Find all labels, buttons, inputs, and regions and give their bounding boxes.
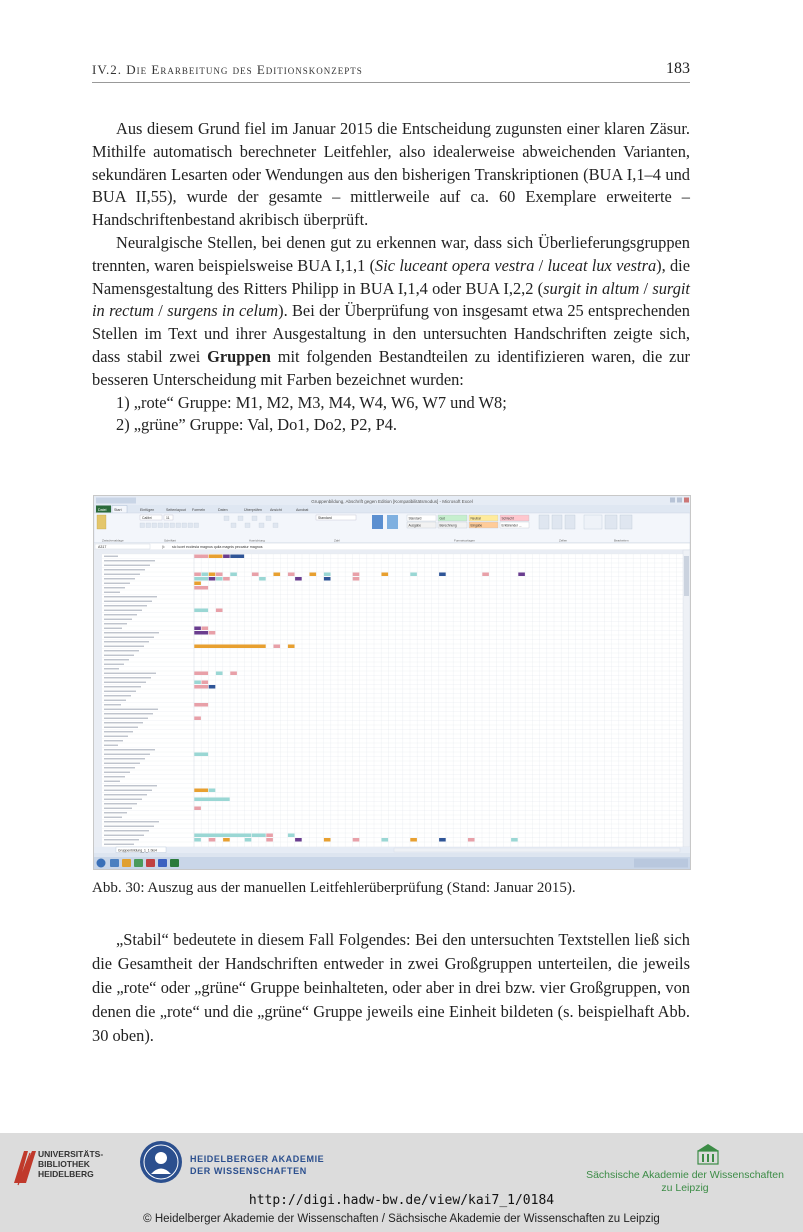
- row-label-stub: [104, 695, 131, 696]
- font-toolbar-icon: [170, 523, 175, 528]
- row-label-stub: [104, 632, 159, 633]
- cell-grid: [102, 554, 683, 847]
- row-label-stub: [104, 673, 156, 674]
- hadw-line-1: HEIDELBERGER AKADEMIE: [190, 1154, 325, 1164]
- find-select-icon: [620, 515, 632, 529]
- colored-cell: [288, 834, 295, 838]
- row-label-stub: [104, 592, 120, 593]
- p2-latin-4: surgit in rectum: [92, 278, 690, 321]
- row-label-stub: [104, 704, 121, 705]
- row-label-stub: [104, 817, 122, 818]
- colored-cell: [194, 807, 201, 811]
- colored-cell: [353, 577, 360, 581]
- row-label-stub: [104, 758, 145, 759]
- colored-cell: [353, 838, 360, 842]
- row-label-stub: [104, 812, 127, 813]
- figure-caption: Abb. 30: Auszug aus der manuellen Leitfehlerüberprüfung (Stand: Januar 2015).: [92, 880, 576, 896]
- colored-cell: [410, 838, 417, 842]
- alignment-icon: [224, 516, 229, 521]
- style-label-6: Eingabe: [470, 523, 483, 528]
- colored-cell: [382, 838, 389, 842]
- p2-text-d: mit folgenden Bestandteilen zu identifizieren waren, die zur besseren Unterscheidung mit Farben bezeichnet wurden:: [92, 346, 690, 389]
- row-label-stub: [104, 772, 130, 773]
- font-size-value: 11: [166, 515, 170, 520]
- row-header-column: [94, 554, 102, 847]
- colored-cell: [324, 838, 331, 842]
- p2-latin-2: luceat lux vestra: [547, 255, 657, 275]
- ribbon-group-6: Bearbeiten: [614, 538, 629, 543]
- taskbar-app-icon: [158, 859, 167, 867]
- alignment-icon: [266, 516, 271, 521]
- row-label-stub: [104, 808, 132, 809]
- p2-text-a: Neuralgische Stellen, bei denen gut zu erkennen war, dass sich Überlieferungsgruppen trennten, waren beispielsweise BUA I,1,1 (: [92, 232, 690, 275]
- colored-cell: [194, 645, 265, 649]
- colored-cell: [194, 577, 208, 581]
- row-label-stub: [104, 799, 142, 800]
- alignment-icon: [273, 523, 278, 528]
- colored-cell: [194, 573, 201, 577]
- cells-group-icon: [539, 515, 549, 529]
- ribbon-tab-6[interactable]: Überprüfen: [244, 508, 262, 512]
- column-header-row: [94, 550, 690, 554]
- row-label-stub: [104, 668, 119, 669]
- row-label-stub: [104, 835, 144, 836]
- format-table-icon: [387, 515, 398, 529]
- row-label-stub: [104, 686, 141, 687]
- font-toolbar-icon: [164, 523, 169, 528]
- row-label-stub: [104, 767, 135, 768]
- colored-cell: [324, 577, 331, 581]
- style-label-2: Neutral: [470, 516, 481, 521]
- font-toolbar-icon: [158, 523, 163, 528]
- colored-cell: [410, 573, 417, 577]
- style-label-3: Schlecht: [501, 516, 514, 521]
- ribbon-group-1: Schriftart: [164, 538, 177, 543]
- p2-latin-1: Sic luceant opera vestra: [375, 255, 535, 275]
- ribbon-group-3: Zahl: [334, 538, 340, 543]
- ribbon-tab-3[interactable]: Seitenlayout: [166, 508, 186, 512]
- row-label-stub: [104, 646, 144, 647]
- p2-text-b: ), die Namensgestaltung des Ritters Philipp in BUA I,1,4 oder BUA I,2,2 (: [92, 255, 690, 298]
- p2-text-c: ). Bei der Überprüfung von insgesamt etwa 25 entsprechenden Stellen im Text und ihrer Ausgestaltung in den untersuchten Handschriften zeigte sich, dass stabil zwei: [92, 301, 690, 366]
- system-tray: [634, 859, 688, 868]
- paragraph-3: „Stabil“ bedeutete in diesem Fall Folgendes: Bei den untersuchten Textstellen ließ sich die Gesamtheit der Handschriften entweder in zwei Großgruppen unterteilen, die jeweils die „rote“ oder „grüne“ Gruppe beinhalteten, oder aber in drei bzw. vier Großgruppen, von denen die „rote“ und die „grüne“ Gruppe jeweils eine Einheit bildeten (s. beispielhaft Abb. 30 oben).: [92, 930, 690, 1045]
- figure-spreadsheet-screenshot: [93, 495, 691, 870]
- university-library-name: [38, 1149, 103, 1179]
- colored-cell: [274, 573, 281, 577]
- row-label-stub: [104, 731, 133, 732]
- row-label-stub: [104, 664, 124, 665]
- ub-line-2: BIBLIOTHEK: [38, 1159, 90, 1169]
- row-label-stub: [104, 578, 135, 579]
- colored-cell: [439, 573, 446, 577]
- row-label-stub: [104, 601, 152, 602]
- colored-cell: [288, 645, 295, 649]
- colored-cell: [295, 838, 302, 842]
- conditional-format-icon: [372, 515, 383, 529]
- p2-sep-3: /: [153, 301, 168, 321]
- colored-cell: [194, 672, 208, 676]
- saxon-line-1: Sächsische Akademie der Wissenschaften: [586, 1169, 784, 1181]
- colored-cell: [216, 609, 223, 613]
- list-item-green: 2) „grüne” Gruppe: Val, Do1, Do2, P2, P4.: [116, 415, 398, 435]
- saxon-line-2: zu Leipzig: [661, 1182, 709, 1194]
- font-toolbar-icon: [194, 523, 199, 528]
- colored-cell: [194, 838, 201, 842]
- row-label-stub: [104, 587, 125, 588]
- row-label-stub: [104, 794, 147, 795]
- paragraph-1: Aus diesem Grund fiel im Januar 2015 die Entscheidung zugunsten einer klaren Zäsur. Mithilfe automatisch berechneter Leitfehler, also idealerweise abweichenden Varianten, sekundären Lesarten oder Wendungen aus den bisherigen Transkriptionen (BUA I,1–4 und BUA II,55), wurde der gesamte – mittlerweile auf ca. 60 Exemplare erweiterte – Handschriftenbestand akribisch überprüft.: [92, 119, 690, 230]
- ribbon-group-5: Zellen: [559, 538, 568, 543]
- alignment-icon: [252, 516, 257, 521]
- row-label-stub: [104, 637, 154, 638]
- row-label-stub: [104, 556, 118, 557]
- row-label-stub: [104, 826, 154, 827]
- colored-cell: [324, 573, 331, 577]
- colored-cell: [245, 838, 252, 842]
- row-label-stub: [104, 560, 155, 561]
- colored-cell: [439, 838, 446, 842]
- hadw-line-2: DER WISSENSCHAFTEN: [190, 1166, 307, 1176]
- taskbar-app-icon: [134, 859, 143, 867]
- row-label-stub: [104, 754, 150, 755]
- status-bar: [94, 853, 690, 857]
- row-label-stub: [104, 628, 122, 629]
- number-format-value: Standard: [318, 515, 332, 520]
- row-label-stub: [104, 763, 140, 764]
- colored-cell: [194, 717, 201, 721]
- page-number: 183: [666, 60, 690, 77]
- row-label-stub: [104, 781, 120, 782]
- permalink-url[interactable]: http://digi.hadw-bw.de/view/kai7_1/0184: [248, 1193, 555, 1208]
- colored-cell: [382, 573, 389, 577]
- colored-cell: [266, 838, 273, 842]
- running-title: IV.2. Die Erarbeitung des Editionskonzepts: [92, 62, 363, 77]
- font-toolbar-icon: [146, 523, 151, 528]
- ribbon-tab-0[interactable]: Datei: [98, 508, 107, 512]
- colored-cell: [274, 645, 281, 649]
- colored-cell: [518, 573, 525, 577]
- row-label-stub: [104, 574, 140, 575]
- colored-cell: [209, 555, 223, 559]
- row-label-stub: [104, 713, 153, 714]
- row-label-stub: [104, 839, 139, 840]
- row-label-stub: [104, 619, 132, 620]
- row-label-stub: [104, 623, 127, 624]
- colored-cell: [266, 834, 273, 838]
- colored-cell: [209, 573, 216, 577]
- row-label-stub: [104, 727, 138, 728]
- colored-cell: [353, 573, 360, 577]
- row-label-stub: [104, 583, 130, 584]
- style-label-7: Erklärender ...: [501, 523, 522, 528]
- spreadsheet-image: [94, 496, 690, 869]
- windows-taskbar: [94, 857, 690, 869]
- colored-cell: [194, 555, 208, 559]
- cells-group-icon: [552, 515, 562, 529]
- sheet-tab-label: Gruppenbildung_1_1 bis4: [118, 848, 157, 853]
- p2-bold-gruppen: Gruppen: [207, 346, 271, 366]
- colored-cell: [209, 631, 216, 635]
- taskbar-app-icon: [110, 859, 119, 867]
- ribbon-tab-2[interactable]: Einfügen: [140, 508, 155, 512]
- row-label-stub: [104, 565, 150, 566]
- colored-cell: [223, 555, 230, 559]
- font-toolbar-icon: [182, 523, 187, 528]
- font-toolbar-icon: [176, 523, 181, 528]
- colored-cell: [194, 798, 229, 802]
- row-label-stub: [104, 655, 134, 656]
- row-label-stub: [104, 790, 152, 791]
- alignment-icon: [238, 516, 243, 521]
- colored-cell: [194, 703, 208, 707]
- row-label-stub: [104, 659, 129, 660]
- row-label-stub: [104, 785, 157, 786]
- row-label-stub: [104, 641, 149, 642]
- colored-cell: [216, 672, 223, 676]
- colored-cell: [468, 838, 475, 842]
- p2-latin-3: surgit in altum: [543, 278, 640, 298]
- row-label-stub: [104, 776, 125, 777]
- row-label-stub: [104, 682, 146, 683]
- colored-cell: [194, 631, 208, 635]
- colored-cell: [194, 586, 208, 590]
- ribbon-tab-7[interactable]: Ansicht: [270, 508, 282, 512]
- sort-filter-icon: [605, 515, 617, 529]
- hadw-seal-icon: [138, 1139, 184, 1185]
- row-label-stub: [104, 722, 143, 723]
- ribbon-tab-1[interactable]: Start: [114, 508, 122, 512]
- row-label-stub: [104, 749, 155, 750]
- page-footer: [0, 1133, 803, 1232]
- ub-line-1: UNIVERSITÄTS-: [38, 1149, 104, 1159]
- p2-sep-2: /: [639, 278, 653, 298]
- taskbar-app-icon: [170, 859, 179, 867]
- p2-sep-1: /: [534, 255, 548, 275]
- horizontal-scrollbar[interactable]: [394, 848, 680, 852]
- colored-cell: [209, 838, 216, 842]
- style-label-1: Gut: [439, 516, 445, 521]
- ribbon-tab-5[interactable]: Daten: [218, 508, 228, 512]
- row-label-stub: [104, 677, 151, 678]
- taskbar-app-icon: [146, 859, 155, 867]
- copyright-notice: © Heidelberger Akademie der Wissenschaften / Sächsische Akademie der Wissenschaften zu Leipzig: [143, 1213, 660, 1225]
- row-label-stub: [104, 821, 159, 822]
- ribbon-tab-8[interactable]: Acrobat: [296, 508, 309, 512]
- row-label-stub: [104, 605, 147, 606]
- row-label-stub: [104, 803, 137, 804]
- row-label-stub: [104, 740, 123, 741]
- formula-value: sic lucet ecclesia magnus quiia magnis peccatur magnos: [172, 545, 263, 550]
- colored-cell: [202, 573, 209, 577]
- colored-cell: [259, 577, 266, 581]
- colored-cell: [209, 577, 216, 581]
- saxon-academy-building-icon: [696, 1143, 720, 1165]
- colored-cell: [223, 577, 230, 581]
- alignment-icon: [259, 523, 264, 528]
- colored-cell: [230, 672, 237, 676]
- ribbon-tab-4[interactable]: Formeln: [192, 508, 206, 512]
- colored-cell: [202, 627, 209, 631]
- row-label-stub: [104, 844, 134, 845]
- name-box-value: A317: [98, 545, 107, 550]
- font-name-value: Calibri: [142, 515, 152, 520]
- alignment-icon: [245, 523, 250, 528]
- colored-cell: [295, 577, 302, 581]
- colored-cell: [482, 573, 489, 577]
- colored-cell: [209, 789, 216, 793]
- ribbon-group-0: Zwischenablage: [102, 538, 124, 543]
- list-item-red: 1) „rote“ Gruppe: M1, M2, M3, M4, W4, W6, W7 und W8;: [116, 392, 507, 412]
- colored-cell: [216, 577, 223, 581]
- row-label-stub: [104, 718, 148, 719]
- ribbon-group-2: Ausrichtung: [249, 538, 265, 543]
- colored-cell: [252, 834, 266, 838]
- row-label-stub: [104, 569, 145, 570]
- row-label-stub: [104, 700, 126, 701]
- start-button-icon: [97, 859, 106, 868]
- colored-cell: [230, 573, 237, 577]
- alignment-icon: [231, 523, 236, 528]
- ub-line-3: HEIDELBERG: [38, 1169, 94, 1179]
- p2-latin-5: surgens in celum: [167, 301, 279, 321]
- window-title: Gruppenbildung, Abschrift gegen Edition [Kompatibilitätsmodus] - Microsoft Excel: [311, 499, 473, 504]
- style-label-4: Ausgabe: [408, 523, 422, 528]
- row-label-stub: [104, 596, 157, 597]
- row-label-stub: [104, 745, 118, 746]
- colored-cell: [216, 573, 223, 577]
- row-label-stub: [104, 691, 136, 692]
- row-label-stub: [104, 830, 149, 831]
- ribbon-group-4: Formatvorlagen: [454, 538, 476, 543]
- row-label-stub: [104, 736, 128, 737]
- colored-cell: [209, 685, 216, 689]
- hadw-name: [190, 1153, 324, 1177]
- font-toolbar-icon: [152, 523, 157, 528]
- running-header: [92, 60, 690, 83]
- colored-cell: [194, 627, 201, 631]
- cells-group-icon: [565, 515, 575, 529]
- colored-cell: [194, 834, 251, 838]
- after-figure-text: [92, 928, 690, 1048]
- paragraph-2: [92, 232, 690, 392]
- colored-cell: [230, 555, 244, 559]
- vertical-scroll-thumb[interactable]: [684, 556, 689, 596]
- row-label-stub: [104, 709, 158, 710]
- font-toolbar-icon: [188, 523, 193, 528]
- colored-cell: [511, 838, 518, 842]
- colored-cell: [223, 838, 230, 842]
- row-label-stub: [104, 614, 137, 615]
- colored-cell: [194, 789, 208, 793]
- taskbar-app-icon: [122, 859, 131, 867]
- colored-cell: [310, 573, 317, 577]
- autosum-icon: [584, 515, 602, 529]
- colored-cell: [194, 609, 208, 613]
- colored-cell: [252, 573, 259, 577]
- fx-label: fx: [162, 545, 165, 550]
- saxon-academy-name: [585, 1169, 785, 1195]
- colored-cell: [194, 753, 208, 757]
- row-label-stub: [104, 610, 142, 611]
- row-label-stub: [104, 650, 139, 651]
- colored-cell: [194, 685, 208, 689]
- body-text: [92, 118, 690, 437]
- colored-cell: [202, 681, 209, 685]
- window-controls[interactable]: [670, 498, 689, 503]
- style-label-0: Standard: [408, 516, 422, 521]
- colored-cell: [288, 573, 295, 577]
- paste-icon: [97, 515, 106, 529]
- colored-cell: [194, 681, 201, 685]
- colored-cell: [194, 582, 201, 586]
- quick-access-toolbar: [96, 498, 136, 504]
- font-toolbar-icon: [140, 523, 145, 528]
- style-label-5: Berechnung: [439, 523, 457, 528]
